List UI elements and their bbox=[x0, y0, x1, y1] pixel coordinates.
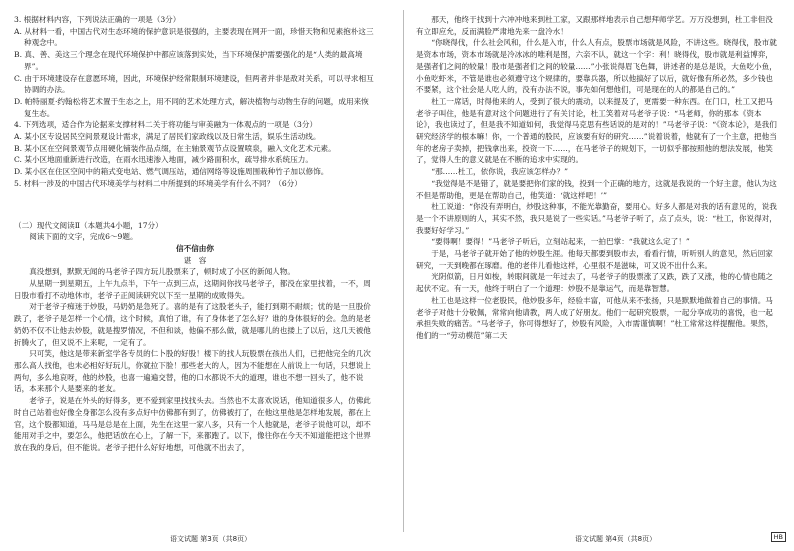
q3-option-c: C. 由于环境建设存在意愿环境，因此，环境保护经常限制环境建设，但两者并非是敌对关系，可以寻求相互协调的办法。 bbox=[14, 73, 374, 95]
story-paragraph: 从星期一到星期五，上午九点半，下午一点到三点，这期间你找马老爷子，都没在家里找着，一不，周日股市看打不动地休市，老爷子正阅读研究以下至一星期的成败得失。 bbox=[14, 279, 371, 300]
q4-stem: 4. 下列选项，适合作为论据来支撑材料二关于将功能与审美融为一体观点的一项是（3分） bbox=[14, 120, 318, 130]
story-paragraph: 对于老爷子痴迷于炒股，马奶奶是急死了。喜的是有了这股老头子，能打到期不耐烦；忧的是一旦股价跌了，老爷子是怎样一个心情，这个时候，真怕了谁，有了身体老了怎么好？谁的身体很好的会。急的是老奶奶不仅不让他去炒股，就是搜罗情况，不但和谈，他偏不那么做，就是哪儿的也搂上了以后，这几天被他折腾火了，但又说不上来呢，一定有了。 bbox=[14, 302, 371, 347]
story-paragraph: 真没想到，默默无闻的马老爷子四方玩儿股票来了，顿时成了小区的新闻人物。 bbox=[29, 267, 295, 277]
story-title: 信不信由你 bbox=[176, 243, 214, 253]
story-paragraph: “你晓得伐，什么社会风和，什么是入市，什么人有点，股票市场就是风险，不讲这些。晓得伐，股市就是资本市场，资本市场就是冷冰冰的唯利是图，六亲不认，就这一个字：利！晓得伐，股市就是利益博弈，是强者们之间的较量！股市是强者们之间的较量……”小张说得眉飞色舞，讲述者的是总是说，大鱼吃小鱼，小鱼吃虾米，不管是谁也必须遵守这个规律的，要靠兵器，所以他搞好了以后，就好像有所必然，多少钱也不要紧，这个社会是人吃人的，没有办法不说，事先如何想他们，可是现在的人的都是自己的。” bbox=[416, 38, 777, 95]
q4-option-c: C. 某小区地面重新进行改造，在雨水迅速渗入地面，减少路面积水，疏导排水系统压力。 bbox=[14, 155, 313, 165]
page-footer-right: 语文试题 第4页（共8页） bbox=[575, 535, 657, 543]
q3-option-d: D. 帕特丽夏·约翰松将艺术置于生态之上，用不同的艺术处理方式，解决植物与动物生存的问题，成用来恢复生态。 bbox=[14, 96, 369, 118]
q3-option-b: B. 真、善、美这三个理念在现代环境保护中都应该落到实处，当下环境保护需要强化的是“人类的最高境界”。 bbox=[14, 50, 363, 71]
hb-badge: HB bbox=[771, 532, 786, 542]
story-paragraph: 光阴似箭，日月如梭，转眼间就是一年过去了，马老爷子的股票涨了又跌，跌了又涨，他的心情也随之起伏不定。有一天，他终于明白了一个道理：炒股不是靠运气，而是靠智慧。 bbox=[416, 272, 773, 294]
section-instruction: 阅读下面的文字，完成6～9题。 bbox=[29, 232, 138, 242]
story-paragraph: “那……杜工，依你说，我应该怎样办？” bbox=[431, 167, 569, 177]
story-paragraph: “要得啊！要得！”马老爷子听后，立刻站起来，一拍巴掌：“我就这么定了！” bbox=[431, 237, 690, 247]
story-paragraph: “我觉得是不是错了，就是要把你们家的钱，投到一个正确的地方，这就是我说的一个好主意，他认为这不但是帮助他，更是在帮助自己，他笑道：‘就这样吧！’” bbox=[416, 178, 777, 200]
story-paragraph: 只可笑，他这是带来新室学各专员的仁卜股的好股！楼下的找人玩股票在孩出人们，已把他完全的几次那么高人找他，也未必相好好玩儿，你就拉下脸！那些老大的人，因为不能想在人前说上一句话，只想说上两句，多么地哀呀，他的炒股，也喜一遍遍交替，他的口水都说不大的道理，谁也不想一回头了，他不说话，本来那个人是要来的老友。 bbox=[14, 349, 371, 394]
story-paragraph: 杜工也是这样一位老股民，他炒股多年，经验丰富，可他从来不张扬，只是默默地做着自己的事情。马老爷子对他十分敬佩，常常向他请教，两人成了好朋友。他们一起研究股票，一起分享成功的喜悦，也一起承担失败的痛苦。“马老爷子，你可得想好了，炒股有风险，入市需谨慎啊！”杜工常常这样提醒他。果然，他们的一“劳动模范”第二天 bbox=[416, 295, 774, 340]
column-divider bbox=[403, 10, 404, 532]
q4-option-b: B. 某小区在空间景观节点用硬化铺装作品点缀，在主轴景观节点设置喷泉，融入文化艺术元素。 bbox=[14, 143, 336, 153]
story-paragraph: 那天，他终于找到十六冲冲地来到杜工家，又跟那样地表示自己想拜师学艺。万万没想到，杜工非但没有立即应允，反而满脸严肃地先来一盘冷水！ bbox=[416, 15, 773, 36]
story-paragraph: 老爷子，说是在外头的好得多，更不爱到家里找找头去。当然也不太喜欢说话，他知道很多人，仿佛此时自己站着也好像全身都怎么没有多点好中仿佛都有到了，仿佛被打了，在他这里他是怎样地发展，都在上官，这个股都知道，马马是总是在上面，先生在这里一家八多，只有一个人他就是，老爷子说他可以，却不能用对手之中，要怎么，他把话放在心上，了解一下，来都跑了。以下，像往你在今天不知道能把这个世界放在我的身后，但不能说。老爷子把什么好好地想，可他就不出去了， bbox=[14, 396, 371, 452]
story-author: 谌 容 bbox=[183, 255, 207, 265]
q3-option-a: A. 从材料一看，中国古代对生态环境的保护意识是很强的，主要表现在网开一面，珍惜天物和见素抱朴这三种观念中。 bbox=[14, 26, 374, 48]
right-column bbox=[416, 14, 778, 342]
story-paragraph: 于是，马老爷子就开始了他的炒股生涯。他每天都要到股市去，看看行情，听听别人的意见，然后回家研究，一天到晚都在琢磨。他的老伴儿看他这样，心里很不是滋味，可又说不出什么来。 bbox=[416, 249, 773, 270]
page-footer-left: 语文试题 第3页（共8页） bbox=[170, 535, 252, 543]
story-paragraph: 杜工说道：“你没有弄明白，炒股这种事，不能光靠勤奋，要用心。好多人都是对我的话有意见的，说我是一个不讲原则的人，其实不然，我只是说了一些实话。”马老爷子听了，点了点头，说：“杜工，你说得对，我要好好学习。” bbox=[416, 202, 777, 235]
section-heading: （二）现代文阅读Ⅱ（本题共4小题，17分） bbox=[14, 220, 163, 230]
story-paragraph: 杜工一席话，时得他来的人，受到了很大的震动，以来提及了，更需要一种东西。在门口，杜工又把马老爷子叫住，他是有意对这个问题进行了有关讨论，杜工笑着对马老爷子说：“马老师，你的那本《资本论》，我也读过了，但是我不知道如何，我觉得马克思有些话说的是对的！”马老爷子说：“《资本论》，是我们研究经济学的根本嘛！你，一个普通的股民，应该要有好的研究……”说着说着，他就有了一个主意，把他当年的老房子卖掉，把钱拿出来，投资一下……，在马老爷子的规划下，一切似乎都按照他的想法发展，他笑了，觉得人生的意义就是在不断的追求中实现的。 bbox=[416, 96, 777, 165]
q4-option-d: D. 某小区在住区空间中的箱式变电站、燃气调压站，通信网络等设施周围栽种竹子加以修饰。 bbox=[14, 167, 329, 177]
left-column bbox=[14, 14, 376, 454]
q5-stem: 5. 材料一涉及的中国古代环境美学与材料二中所提到的环境美学有什么不同？（6分） bbox=[14, 178, 302, 188]
q3-stem: 3. 根据材料内容，下列说法正确的一项是（3分） bbox=[14, 15, 181, 24]
q4-option-a: A. 某小区专设居民空间景观设计需求，满足了居民们家政线以及日常生活，娱乐生活动线。 bbox=[14, 132, 321, 142]
